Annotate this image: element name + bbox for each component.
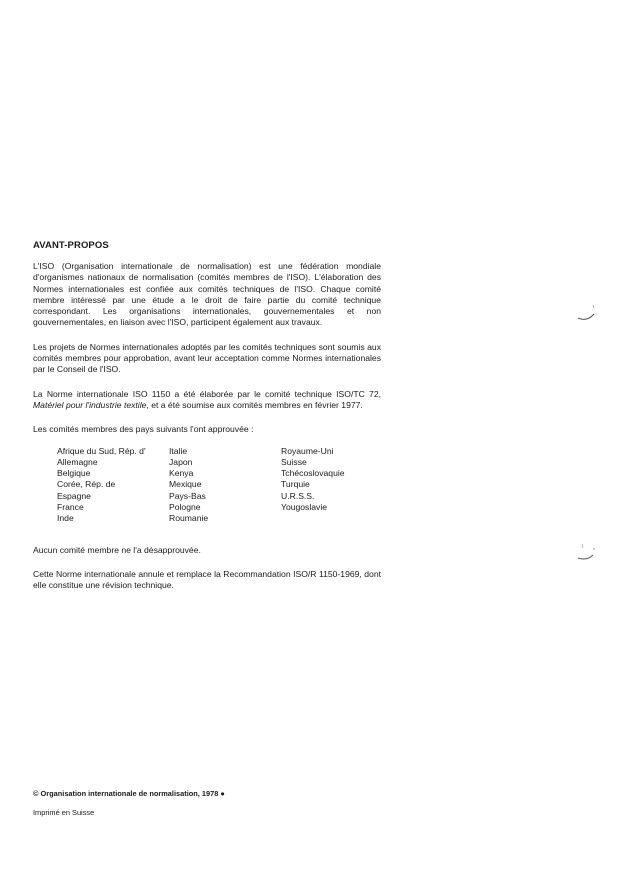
country-item: Italie [169,445,188,456]
country-column-1 [57,446,146,525]
country-item: Turquie [281,479,310,490]
paragraph-draft-approval: Les projets de Normes internationales adoptés par les comités techniques sont soumis aux comités membres pour approbation, avant leur acceptation comme Normes internationales par le Conseil de l'ISO. [33,341,381,375]
country-item: Mexique [169,479,202,490]
paragraph-no-disapproval: Aucun comité membre ne l'a désapprouvée. [33,544,201,555]
country-item: Allemagne [57,456,98,467]
scan-mark-icon [574,540,598,564]
foreword-heading: AVANT-PROPOS [33,240,109,251]
country-item: Suisse [281,456,307,467]
country-item: Tchécoslovaquie [281,468,345,479]
country-item: France [57,502,84,513]
paragraph-replacement: Cette Norme internationale annule et remplace la Recommandation ISO/R 1150-1969, dont elle constitue une révision technique. [33,568,381,591]
country-item: Inde [57,513,74,524]
country-column-2 [169,446,208,525]
country-item: Corée, Rép. de [57,479,116,490]
country-item: Yougoslavie [281,502,328,513]
printed-in-notice: Imprimé en Suisse [33,808,95,817]
country-item: Royaume-Uni [281,445,334,456]
committee-title: Matériel pour l'industrie textile [33,399,147,410]
paragraph-approving-countries: Les comités membres des pays suivants l'ont approuvée : [33,424,254,435]
country-item: Japon [169,456,193,467]
country-item: Roumanie [169,513,209,524]
country-item: Espagne [57,490,91,501]
country-column-3 [281,446,345,514]
country-item: Afrique du Sud, Rép. d' [57,445,146,456]
country-item: Pologne [169,502,201,513]
paragraph-iso-intro: L'ISO (Organisation internationale de normalisation) est une fédération mondiale d'organismes nationaux de normalisation (comités membres de l'ISO). L'élaboration des Normes internationales est confiée aux comités techniques de l'ISO. Chaque comité membre intéressé par une étude a le droit de faire partie du comité technique correspondant. Les organisations internationales, gouvernementales et non gouvernementales, en liaison avec l'ISO, participent également aux travaux. [33,261,381,328]
foreword-section [33,240,381,604]
country-item: Belgique [57,468,91,479]
country-item: Kenya [169,468,194,479]
country-item: Pays-Bas [169,490,206,501]
paragraph-origin-text-end: , et a été soumise aux comités membres en février 1977. [146,399,363,410]
copyright-notice: © Organisation internationale de normalisation, 1978 ● [33,789,225,798]
country-item: U.R.S.S. [281,490,315,501]
country-list [57,446,381,534]
scan-mark-icon [574,302,598,326]
paragraph-origin-text-start: La Norme internationale ISO 1150 a été élaborée par le comité technique ISO/TC 72, [33,388,381,399]
paragraph-standard-origin [33,389,381,412]
